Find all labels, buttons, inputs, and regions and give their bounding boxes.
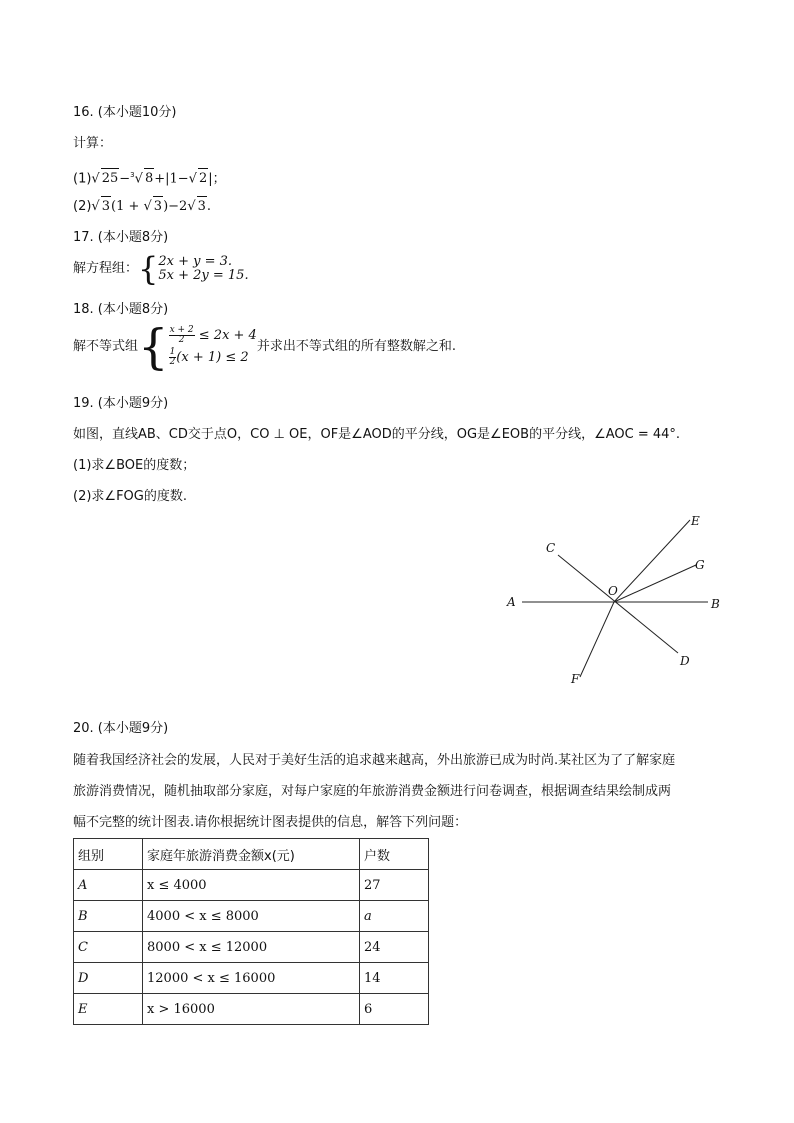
table-cell: 6 [360, 994, 429, 1025]
q20-header: 20. (本小题9分) [73, 721, 169, 736]
q16-p1-abs-close: |； [208, 171, 226, 187]
q17-prefix: 解方程组： [73, 261, 139, 276]
q16-p2-d: )−2 [163, 199, 188, 214]
table-header-cell: 家庭年旅游消费金额x(元) [143, 839, 360, 870]
q17-eq1: 2x + y = 3. [158, 254, 233, 269]
table-row [74, 963, 429, 994]
q18-ineq2-num: 1 [169, 347, 176, 357]
q16-p1-sqrt2: 2 [198, 168, 208, 189]
table-cell: x > 16000 [143, 994, 360, 1025]
q17-brace: { [138, 250, 159, 288]
q17-equations [158, 255, 248, 283]
table-row [74, 870, 429, 901]
q18-ineq1-rest: ≤ 2x + 4 [194, 328, 257, 343]
q19-part1: (1)求∠BOE的度数； [73, 458, 196, 473]
table-cell: 27 [360, 870, 429, 901]
label-f: F [571, 672, 580, 686]
q16-p1-cuberoot-index: 3 [130, 171, 135, 179]
table-cell: 8000 < x ≤ 12000 [143, 932, 360, 963]
q18-ineq2-den: 2 [169, 357, 176, 367]
q18-ineq2-rest: (x + 1) ≤ 2 [176, 350, 249, 365]
label-e: E [691, 514, 700, 528]
q20-paragraph-line1: 随着我国经济社会的发展，人民对于美好生活的追求越来越高，外出旅游已成为时尚.某社区为了了解家庭 [73, 753, 676, 768]
table-row [74, 932, 429, 963]
table-cell: 24 [360, 932, 429, 963]
q19-header: 19. (本小题9分) [73, 396, 169, 411]
q16-p2-b: (1 + [111, 199, 144, 214]
q16-p2-a: 3 [101, 196, 111, 217]
q16-p2-c: 3 [153, 196, 163, 217]
q16-part1: (1)√ 25−$^3$√ 8+|1−√ 2|； [73, 165, 226, 189]
table-header-cell: 户数 [360, 839, 429, 870]
q16-p1-minus: − [119, 171, 131, 187]
ray-og [614, 565, 696, 602]
q18-ineq2 [169, 347, 257, 369]
q16-p2-e: 3 [197, 196, 207, 217]
q20-paragraph-line2: 旅游消费情况，随机抽取部分家庭，对每户家庭的年旅游消费金额进行问卷调查，根据调查结果绘制成两 [73, 784, 672, 799]
q17-header: 17. (本小题8分) [73, 230, 169, 245]
q18-inequalities [169, 325, 257, 369]
table-header-row [74, 839, 429, 870]
label-b: B [711, 597, 720, 611]
table-cell: a [360, 901, 429, 932]
q19-statement: 如图，直线AB、CD交于点O，CO ⊥ OE，OF是∠AOD的平分线，OG是∠EOB的平分线，∠AOC = 44°. [73, 427, 681, 442]
q18-ineq1 [169, 325, 257, 347]
q17-eq2: 5x + 2y = 15. [158, 268, 249, 283]
label-o: O [608, 584, 618, 598]
q20-paragraph-line3: 幅不完整的统计图表.请你根据统计图表提供的信息，解答下列问题： [73, 815, 468, 830]
line-cd [558, 555, 678, 653]
table-cell: x ≤ 4000 [143, 870, 360, 901]
table-cell: A [74, 870, 143, 901]
ray-of [580, 602, 614, 677]
q18-brace: { [138, 319, 169, 375]
q18-ineq1-den: 2 [178, 335, 185, 345]
q16-p2-label: (2) [73, 199, 92, 214]
q16-instruction: 计算： [73, 136, 113, 151]
q16-p1-label: (1) [73, 171, 92, 187]
q18-header: 18. (本小题8分) [73, 302, 169, 317]
label-d: D [680, 654, 690, 668]
q18-ineq1-num: x + 2 [169, 325, 194, 335]
table-cell: C [74, 932, 143, 963]
table-cell: 4000 < x ≤ 8000 [143, 901, 360, 932]
q16-p1-sqrt25: 25 [101, 168, 120, 189]
label-g: G [695, 558, 705, 572]
q18-suffix: 并求出不等式组的所有整数解之和. [256, 339, 456, 354]
q16-p2-end: . [206, 199, 212, 214]
q16-part2: (2)√ 3(1 + √ 3)−2√ 3. [73, 196, 211, 217]
q18-prefix: 解不等式组 [73, 339, 139, 354]
table-header-cell: 组别 [74, 839, 143, 870]
q16-p1-cuberoot: 8 [144, 168, 154, 189]
label-c: C [546, 541, 556, 555]
table-row [74, 994, 429, 1025]
q16-p1-abs-open: +|1− [154, 171, 189, 187]
geometry-figure [500, 505, 740, 690]
q20-data-table [73, 838, 429, 1025]
ray-oe [614, 520, 690, 602]
table-cell: B [74, 901, 143, 932]
q16-header: 16. (本小题10分) [73, 105, 177, 120]
table-cell: D [74, 963, 143, 994]
table-row [74, 901, 429, 932]
q18-system [73, 319, 456, 375]
q19-part2: (2)求∠FOG的度数. [73, 489, 187, 504]
table-cell: E [74, 994, 143, 1025]
table-cell: 12000 < x ≤ 16000 [143, 963, 360, 994]
table-cell: 14 [360, 963, 429, 994]
label-a: A [507, 595, 516, 609]
q17-system [73, 250, 249, 288]
